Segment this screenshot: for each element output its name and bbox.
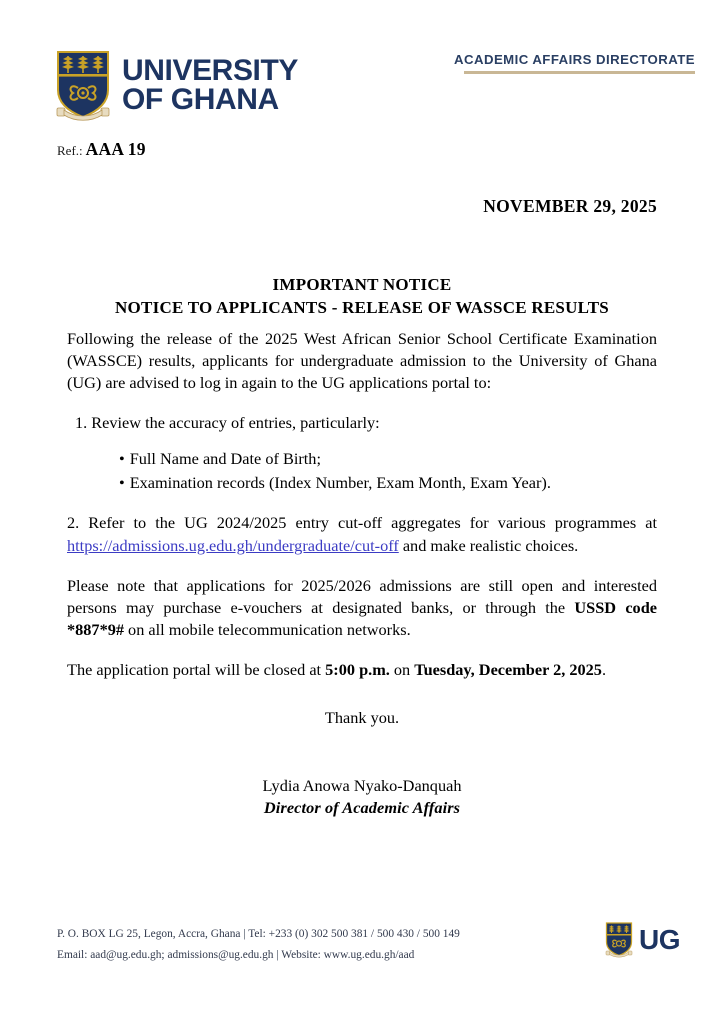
ug-wordmark: UG <box>639 924 680 955</box>
reference-value: AAA 19 <box>85 139 146 159</box>
footer-contact-info <box>57 924 460 966</box>
footer-address-line: P. O. BOX LG 25, Legon, Accra, Ghana | Tel: +233 (0) 302 500 381 / 500 430 / 500 149 <box>57 928 460 940</box>
university-logo <box>55 50 298 122</box>
university-wordmark <box>122 54 299 116</box>
footer-logo <box>605 922 680 958</box>
bullet-icon: • <box>119 473 125 493</box>
document-footer <box>0 924 724 984</box>
notice-title-block <box>67 274 657 320</box>
department-title: ACADEMIC AFFAIRS DIRECTORATE <box>454 52 695 67</box>
list-item: 1. Review the accuracy of entries, particularly: <box>75 413 380 433</box>
department-header <box>454 52 695 74</box>
page-title: IMPORTANT NOTICE <box>272 275 452 294</box>
deadline-text-b: . <box>601 659 607 679</box>
university-crest-icon <box>55 50 111 122</box>
list-item <box>119 448 657 470</box>
closing-line: Thank you. <box>324 707 400 727</box>
document-body <box>67 328 657 819</box>
deadline-date: Tuesday, December 2, 2025 <box>414 659 602 679</box>
evoucher-text-b: on all mobile telecommunication networks. <box>123 619 411 639</box>
reference-line <box>57 139 146 160</box>
deadline-time: 5:00 p.m. <box>325 659 390 679</box>
evoucher-paragraph <box>67 575 657 641</box>
bullet-text: Full Name and Date of Birth; <box>129 449 321 469</box>
reference-label: Ref.: <box>57 143 83 158</box>
deadline-paragraph <box>67 659 657 681</box>
intro-paragraph: Following the release of the 2025 West African Senior School Certificate Examination (WASSCE) results, applicants for undergraduate admission to the University of Ghana (UG) are advised to log in again to the UG applications portal to: <box>67 329 657 393</box>
bullet-icon: • <box>119 449 125 469</box>
department-underline-divider <box>464 71 695 74</box>
document-date: NOVEMBER 29, 2025 <box>483 196 657 216</box>
deadline-text-mid: on <box>389 659 415 679</box>
deadline-text-a: The application portal will be closed at <box>67 659 326 679</box>
bullet-text: Examination records (Index Number, Exam Month, Exam Year). <box>129 473 551 493</box>
wordmark-line-2: OF GHANA <box>122 83 279 116</box>
signatory-name: Lydia Anowa Nyako-Danquah <box>262 776 462 796</box>
cutoff-link[interactable]: https://admissions.ug.edu.gh/undergraduate/cut-off <box>67 535 399 555</box>
list-item <box>119 472 657 494</box>
university-crest-icon <box>605 922 633 958</box>
item2-text-after: and make realistic choices. <box>398 535 579 555</box>
footer-email-line: Email: aad@ug.edu.gh; admissions@ug.edu.gh | Website: www.ug.edu.gh/aad <box>57 949 415 962</box>
signature-block <box>67 775 657 819</box>
bullet-list <box>67 448 657 494</box>
list-item <box>67 512 657 556</box>
signatory-title: Director of Academic Affairs <box>263 798 461 818</box>
wordmark-line-1: UNIVERSITY <box>122 54 299 88</box>
document-header <box>0 44 724 134</box>
item2-text-before: 2. Refer to the UG 2024/2025 entry cut-off aggregates for various programmes at <box>67 513 657 533</box>
page-subtitle: NOTICE TO APPLICANTS - RELEASE OF WASSCE RESULTS <box>115 297 609 317</box>
evoucher-text-a: Please note that applications for 2025/2026 admissions are still open and interested persons may purchase e-vouchers at designated banks, or through the <box>67 575 657 617</box>
ussd-code: USSD code *887*9# <box>67 597 657 639</box>
